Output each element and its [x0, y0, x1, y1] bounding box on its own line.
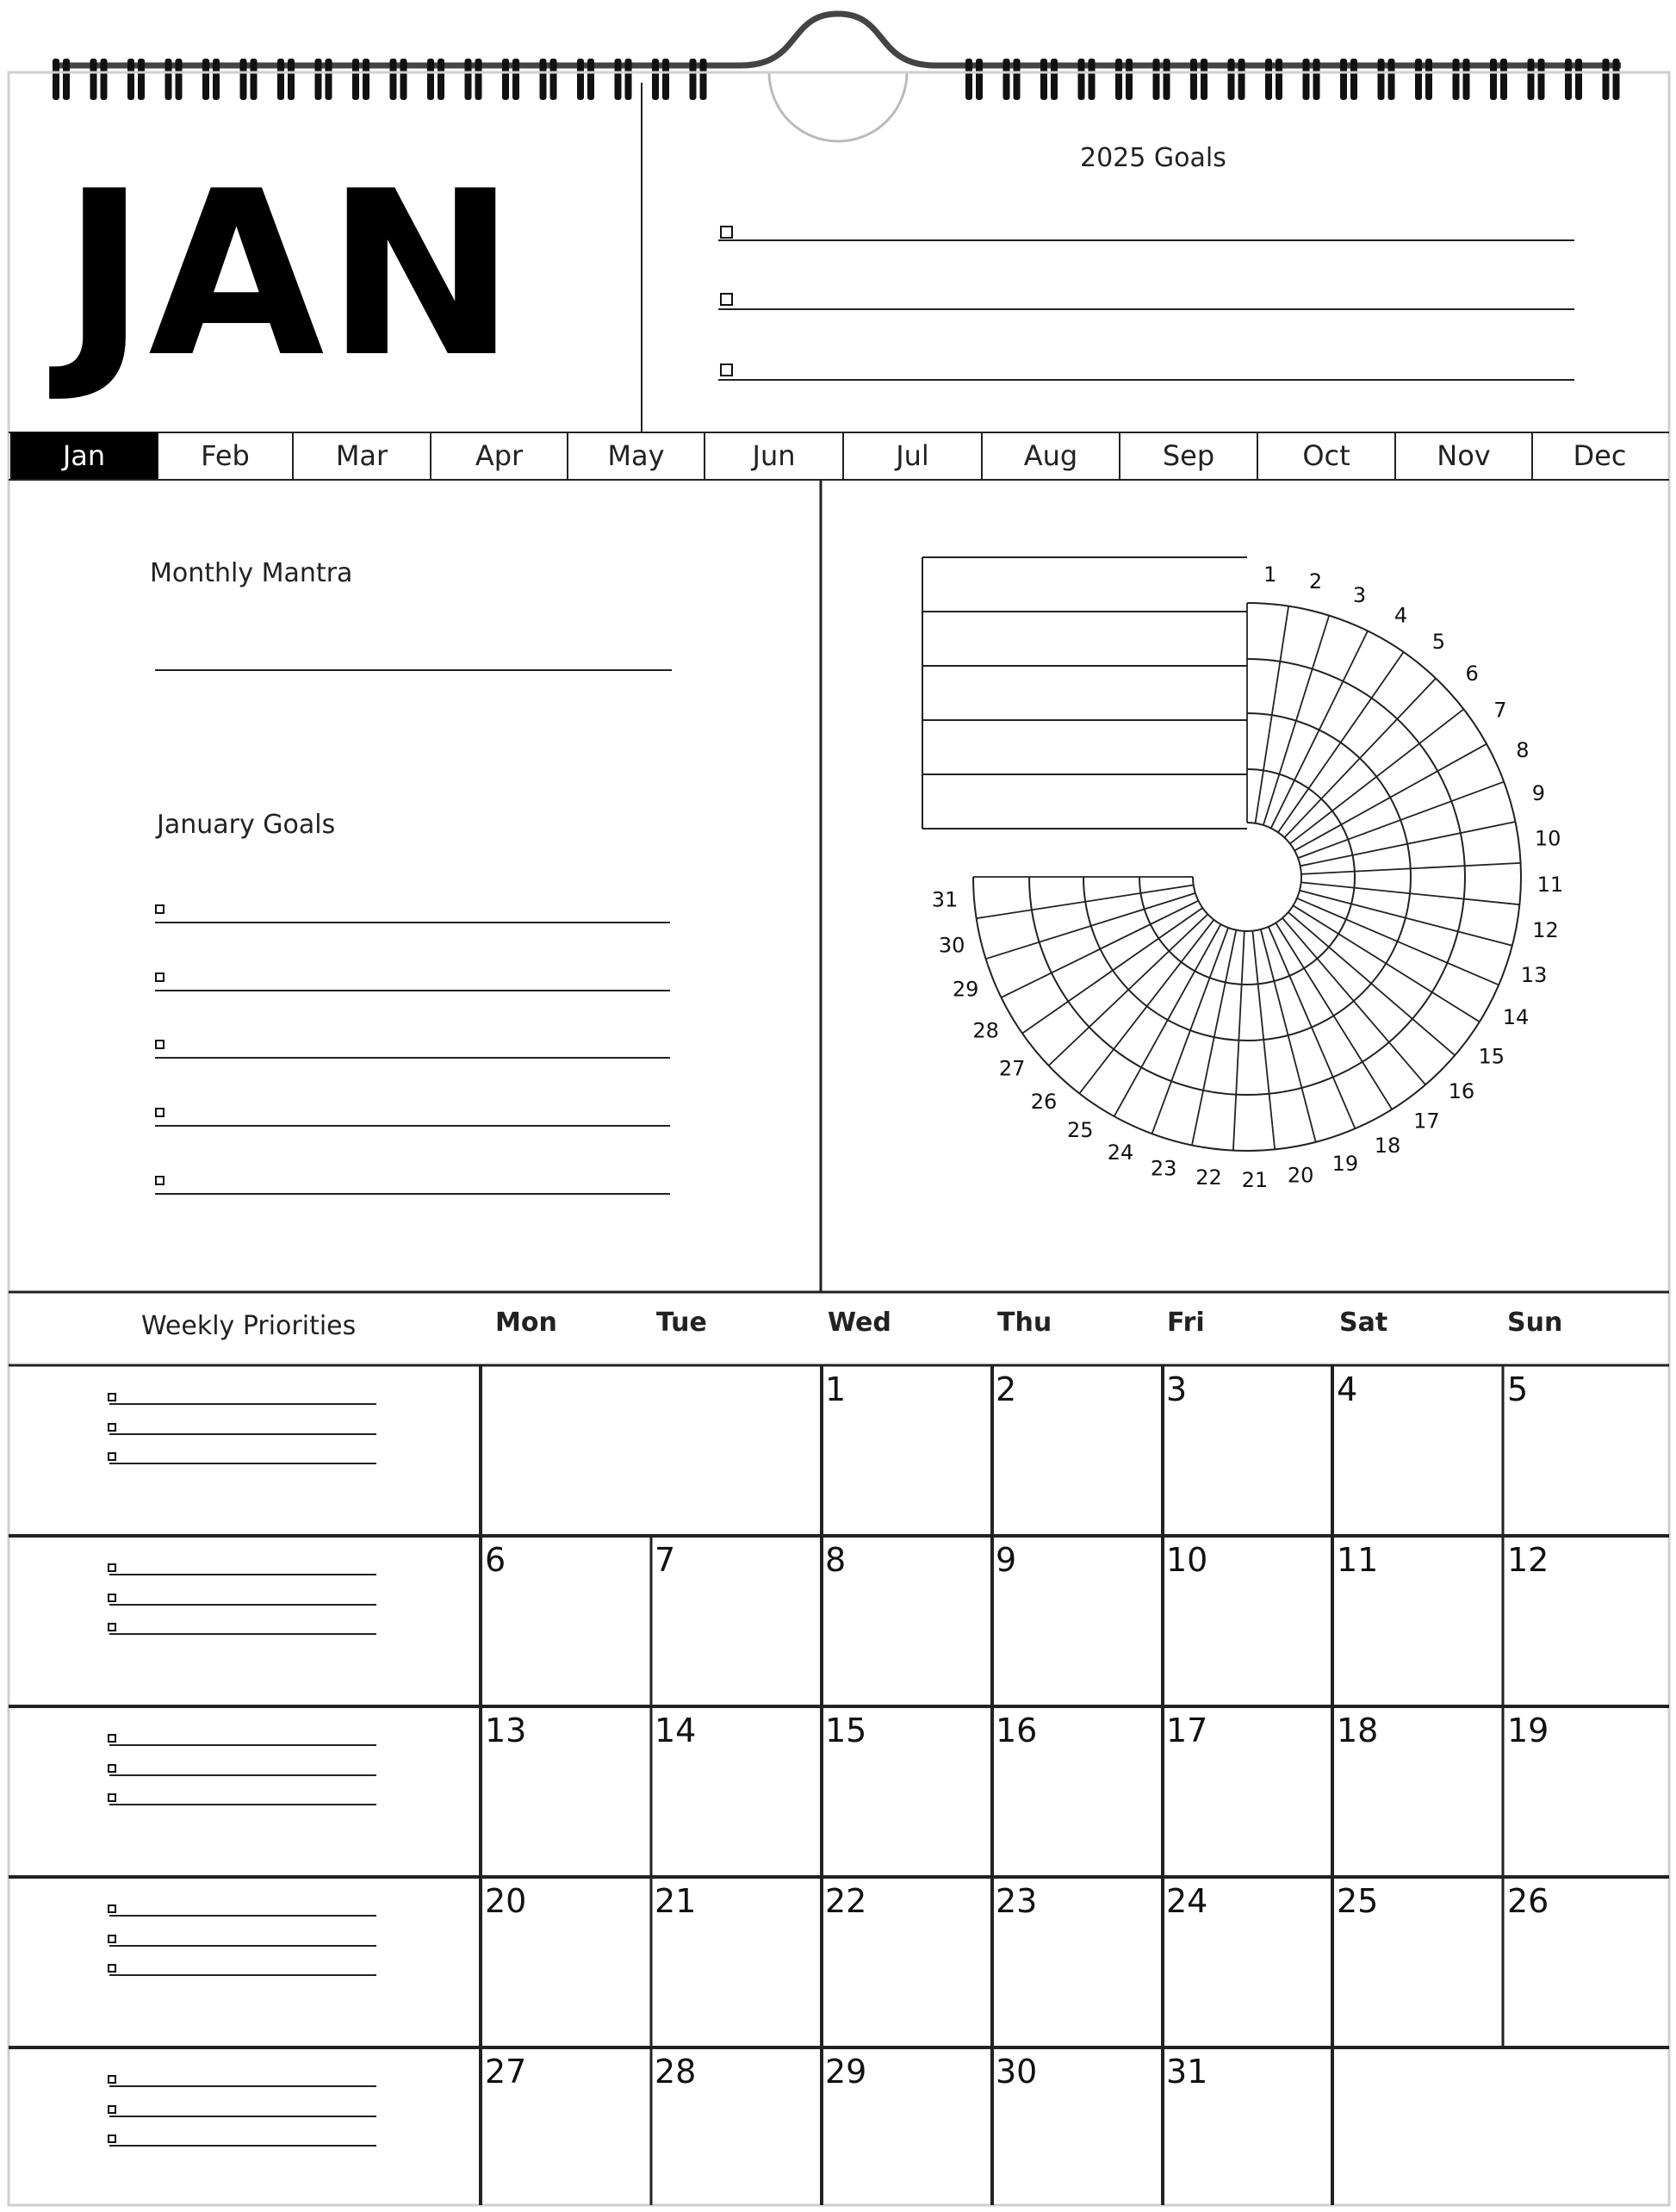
- tracker-day-label: 9: [1531, 781, 1546, 806]
- month-title: JAN: [62, 143, 518, 407]
- priority-line[interactable]: [109, 1403, 376, 1405]
- day-19[interactable]: 19: [1507, 1712, 1549, 1749]
- day-20[interactable]: 20: [485, 1882, 527, 1920]
- day-12[interactable]: 12: [1507, 1541, 1549, 1579]
- priority-line[interactable]: [109, 1604, 376, 1606]
- priority-line[interactable]: [109, 2116, 376, 2117]
- day-24[interactable]: 24: [1166, 1882, 1208, 1920]
- tracker-day-label: 8: [1516, 738, 1530, 763]
- january-goals-label: January Goals: [157, 810, 336, 840]
- tracker-day-label: 4: [1394, 603, 1408, 628]
- priority-line[interactable]: [109, 2145, 376, 2147]
- month-tab-may[interactable]: May: [607, 439, 665, 472]
- tracker-day-label: 17: [1413, 1109, 1440, 1134]
- priority-checkbox[interactable]: [108, 2105, 116, 2114]
- priority-checkbox[interactable]: [108, 1904, 116, 1913]
- tracker-day-label: 18: [1374, 1133, 1401, 1158]
- month-tab-aug[interactable]: Aug: [1023, 439, 1078, 472]
- tracker-ring: [1193, 823, 1301, 931]
- priority-line[interactable]: [109, 1433, 376, 1435]
- priority-checkbox[interactable]: [108, 1793, 116, 1802]
- tracker-spoke: [1263, 616, 1329, 825]
- day-31[interactable]: 31: [1166, 2053, 1208, 2091]
- day-8[interactable]: 8: [825, 1541, 847, 1579]
- day-7[interactable]: 7: [655, 1541, 676, 1579]
- day-17[interactable]: 17: [1166, 1712, 1208, 1749]
- day-2[interactable]: 2: [996, 1370, 1017, 1408]
- day-30[interactable]: 30: [996, 2053, 1038, 2091]
- tracker-day-label: 16: [1448, 1078, 1475, 1103]
- day-27[interactable]: 27: [485, 2053, 527, 2091]
- priority-checkbox[interactable]: [108, 1563, 116, 1572]
- day-16[interactable]: 16: [996, 1712, 1038, 1749]
- monthly-mantra-label: Monthly Mantra: [150, 558, 353, 588]
- tracker-day-label: 27: [998, 1056, 1026, 1081]
- tracker-day-label: 2: [1308, 569, 1323, 594]
- priority-checkbox[interactable]: [108, 1935, 116, 1943]
- day-18[interactable]: 18: [1337, 1712, 1379, 1749]
- tracker-day-label: 26: [1030, 1090, 1058, 1115]
- day-4[interactable]: 4: [1337, 1370, 1358, 1408]
- priority-checkbox[interactable]: [108, 1423, 116, 1432]
- weekday-wed: Wed: [828, 1308, 891, 1338]
- tracker-spoke: [1300, 891, 1512, 946]
- tracker-spoke: [1152, 928, 1229, 1134]
- month-tab-jun[interactable]: Jun: [752, 439, 796, 472]
- tracker-spoke: [977, 885, 1194, 919]
- priority-line[interactable]: [109, 1974, 376, 1976]
- tracker-spoke: [1298, 782, 1504, 859]
- month-tab-apr[interactable]: Apr: [475, 439, 524, 472]
- tracker-day-label: 31: [931, 887, 959, 912]
- tracker-spoke: [1256, 606, 1289, 823]
- day-15[interactable]: 15: [825, 1712, 867, 1749]
- month-tab-dec[interactable]: Dec: [1573, 439, 1627, 472]
- day-11[interactable]: 11: [1337, 1541, 1379, 1579]
- weekday-sat: Sat: [1339, 1308, 1388, 1338]
- tracker-spoke: [1192, 930, 1236, 1146]
- day-1[interactable]: 1: [825, 1370, 847, 1408]
- day-9[interactable]: 9: [996, 1541, 1017, 1579]
- day-23[interactable]: 23: [996, 1882, 1038, 1920]
- priority-line[interactable]: [109, 1744, 376, 1746]
- month-tab-feb[interactable]: Feb: [201, 439, 250, 472]
- priority-line[interactable]: [109, 1574, 376, 1575]
- year-goals-heading: 2025 Goals: [1080, 143, 1226, 173]
- day-13[interactable]: 13: [485, 1712, 527, 1749]
- priority-line[interactable]: [109, 1774, 376, 1776]
- priority-line[interactable]: [109, 2085, 376, 2087]
- month-tab-jan[interactable]: Jan: [10, 432, 158, 479]
- tracker-day-label: 10: [1534, 826, 1561, 851]
- tracker-day-label: 5: [1431, 630, 1446, 655]
- day-26[interactable]: 26: [1507, 1882, 1549, 1920]
- priority-checkbox[interactable]: [108, 1594, 116, 1602]
- day-6[interactable]: 6: [485, 1541, 506, 1579]
- tracker-day-label: 21: [1241, 1167, 1269, 1192]
- priority-line[interactable]: [109, 1804, 376, 1805]
- weekday-sun: Sun: [1507, 1308, 1563, 1338]
- tracker-day-label: 1: [1263, 562, 1277, 587]
- tracker-day-label: 3: [1352, 583, 1367, 608]
- priority-checkbox[interactable]: [108, 1393, 116, 1401]
- tracker-day-label: 6: [1465, 662, 1479, 687]
- tracker-day-label: 20: [1287, 1163, 1314, 1188]
- tracker-spoke: [1261, 929, 1316, 1142]
- tracker-day-label: 7: [1493, 698, 1507, 723]
- priority-checkbox[interactable]: [108, 1734, 116, 1743]
- month-tab-sep[interactable]: Sep: [1162, 439, 1215, 472]
- tracker-day-label: 19: [1331, 1152, 1359, 1177]
- weekday-tue: Tue: [656, 1308, 707, 1338]
- tracker-day-label: 25: [1067, 1117, 1094, 1142]
- priority-line[interactable]: [109, 1915, 376, 1917]
- priority-line[interactable]: [109, 1633, 376, 1635]
- day-25[interactable]: 25: [1337, 1882, 1379, 1920]
- tracker-spoke: [1297, 898, 1499, 985]
- tracker-day-label: 15: [1478, 1044, 1505, 1069]
- month-tab-mar[interactable]: Mar: [335, 439, 388, 472]
- tracker-day-label: 12: [1532, 918, 1559, 943]
- tracker-spoke: [1271, 631, 1368, 828]
- priority-checkbox[interactable]: [108, 1964, 116, 1973]
- tracker-day-label: 24: [1107, 1140, 1134, 1165]
- month-tab-jul[interactable]: Jul: [896, 439, 929, 472]
- priority-checkbox[interactable]: [108, 2134, 116, 2143]
- day-14[interactable]: 14: [655, 1712, 697, 1749]
- weekday-thu: Thu: [997, 1308, 1052, 1338]
- weekday-mon: Mon: [495, 1308, 557, 1338]
- priority-checkbox[interactable]: [108, 1452, 116, 1461]
- tracker-spoke: [1269, 927, 1356, 1128]
- tracker-day-label: 28: [972, 1018, 999, 1043]
- priority-checkbox[interactable]: [108, 2075, 116, 2084]
- month-tab-nov[interactable]: Nov: [1437, 439, 1491, 472]
- tracker-spoke: [986, 893, 1195, 959]
- priority-checkbox[interactable]: [108, 1623, 116, 1631]
- month-tab-oct[interactable]: Oct: [1302, 439, 1350, 472]
- tracker-spoke: [1001, 901, 1198, 997]
- priority-line[interactable]: [109, 1463, 376, 1464]
- day-21[interactable]: 21: [655, 1882, 697, 1920]
- weekday-fri: Fri: [1167, 1308, 1205, 1338]
- day-10[interactable]: 10: [1166, 1541, 1208, 1579]
- tracker-day-label: 11: [1536, 872, 1564, 897]
- tracker-day-label: 22: [1195, 1165, 1222, 1190]
- priority-checkbox[interactable]: [108, 1764, 116, 1773]
- tracker-day-label: 23: [1150, 1156, 1177, 1181]
- day-29[interactable]: 29: [825, 2053, 867, 2091]
- day-5[interactable]: 5: [1507, 1370, 1529, 1408]
- priority-line[interactable]: [109, 1945, 376, 1947]
- day-3[interactable]: 3: [1166, 1370, 1188, 1408]
- tracker-day-label: 14: [1502, 1004, 1530, 1029]
- weekly-priorities-label: Weekly Priorities: [141, 1311, 357, 1341]
- day-22[interactable]: 22: [825, 1882, 867, 1920]
- tracker-day-label: 13: [1520, 962, 1548, 987]
- tracker-spoke: [1300, 822, 1516, 866]
- day-28[interactable]: 28: [655, 2053, 697, 2091]
- tracker-day-label: 30: [938, 933, 965, 958]
- tracker-day-label: 29: [952, 977, 979, 1002]
